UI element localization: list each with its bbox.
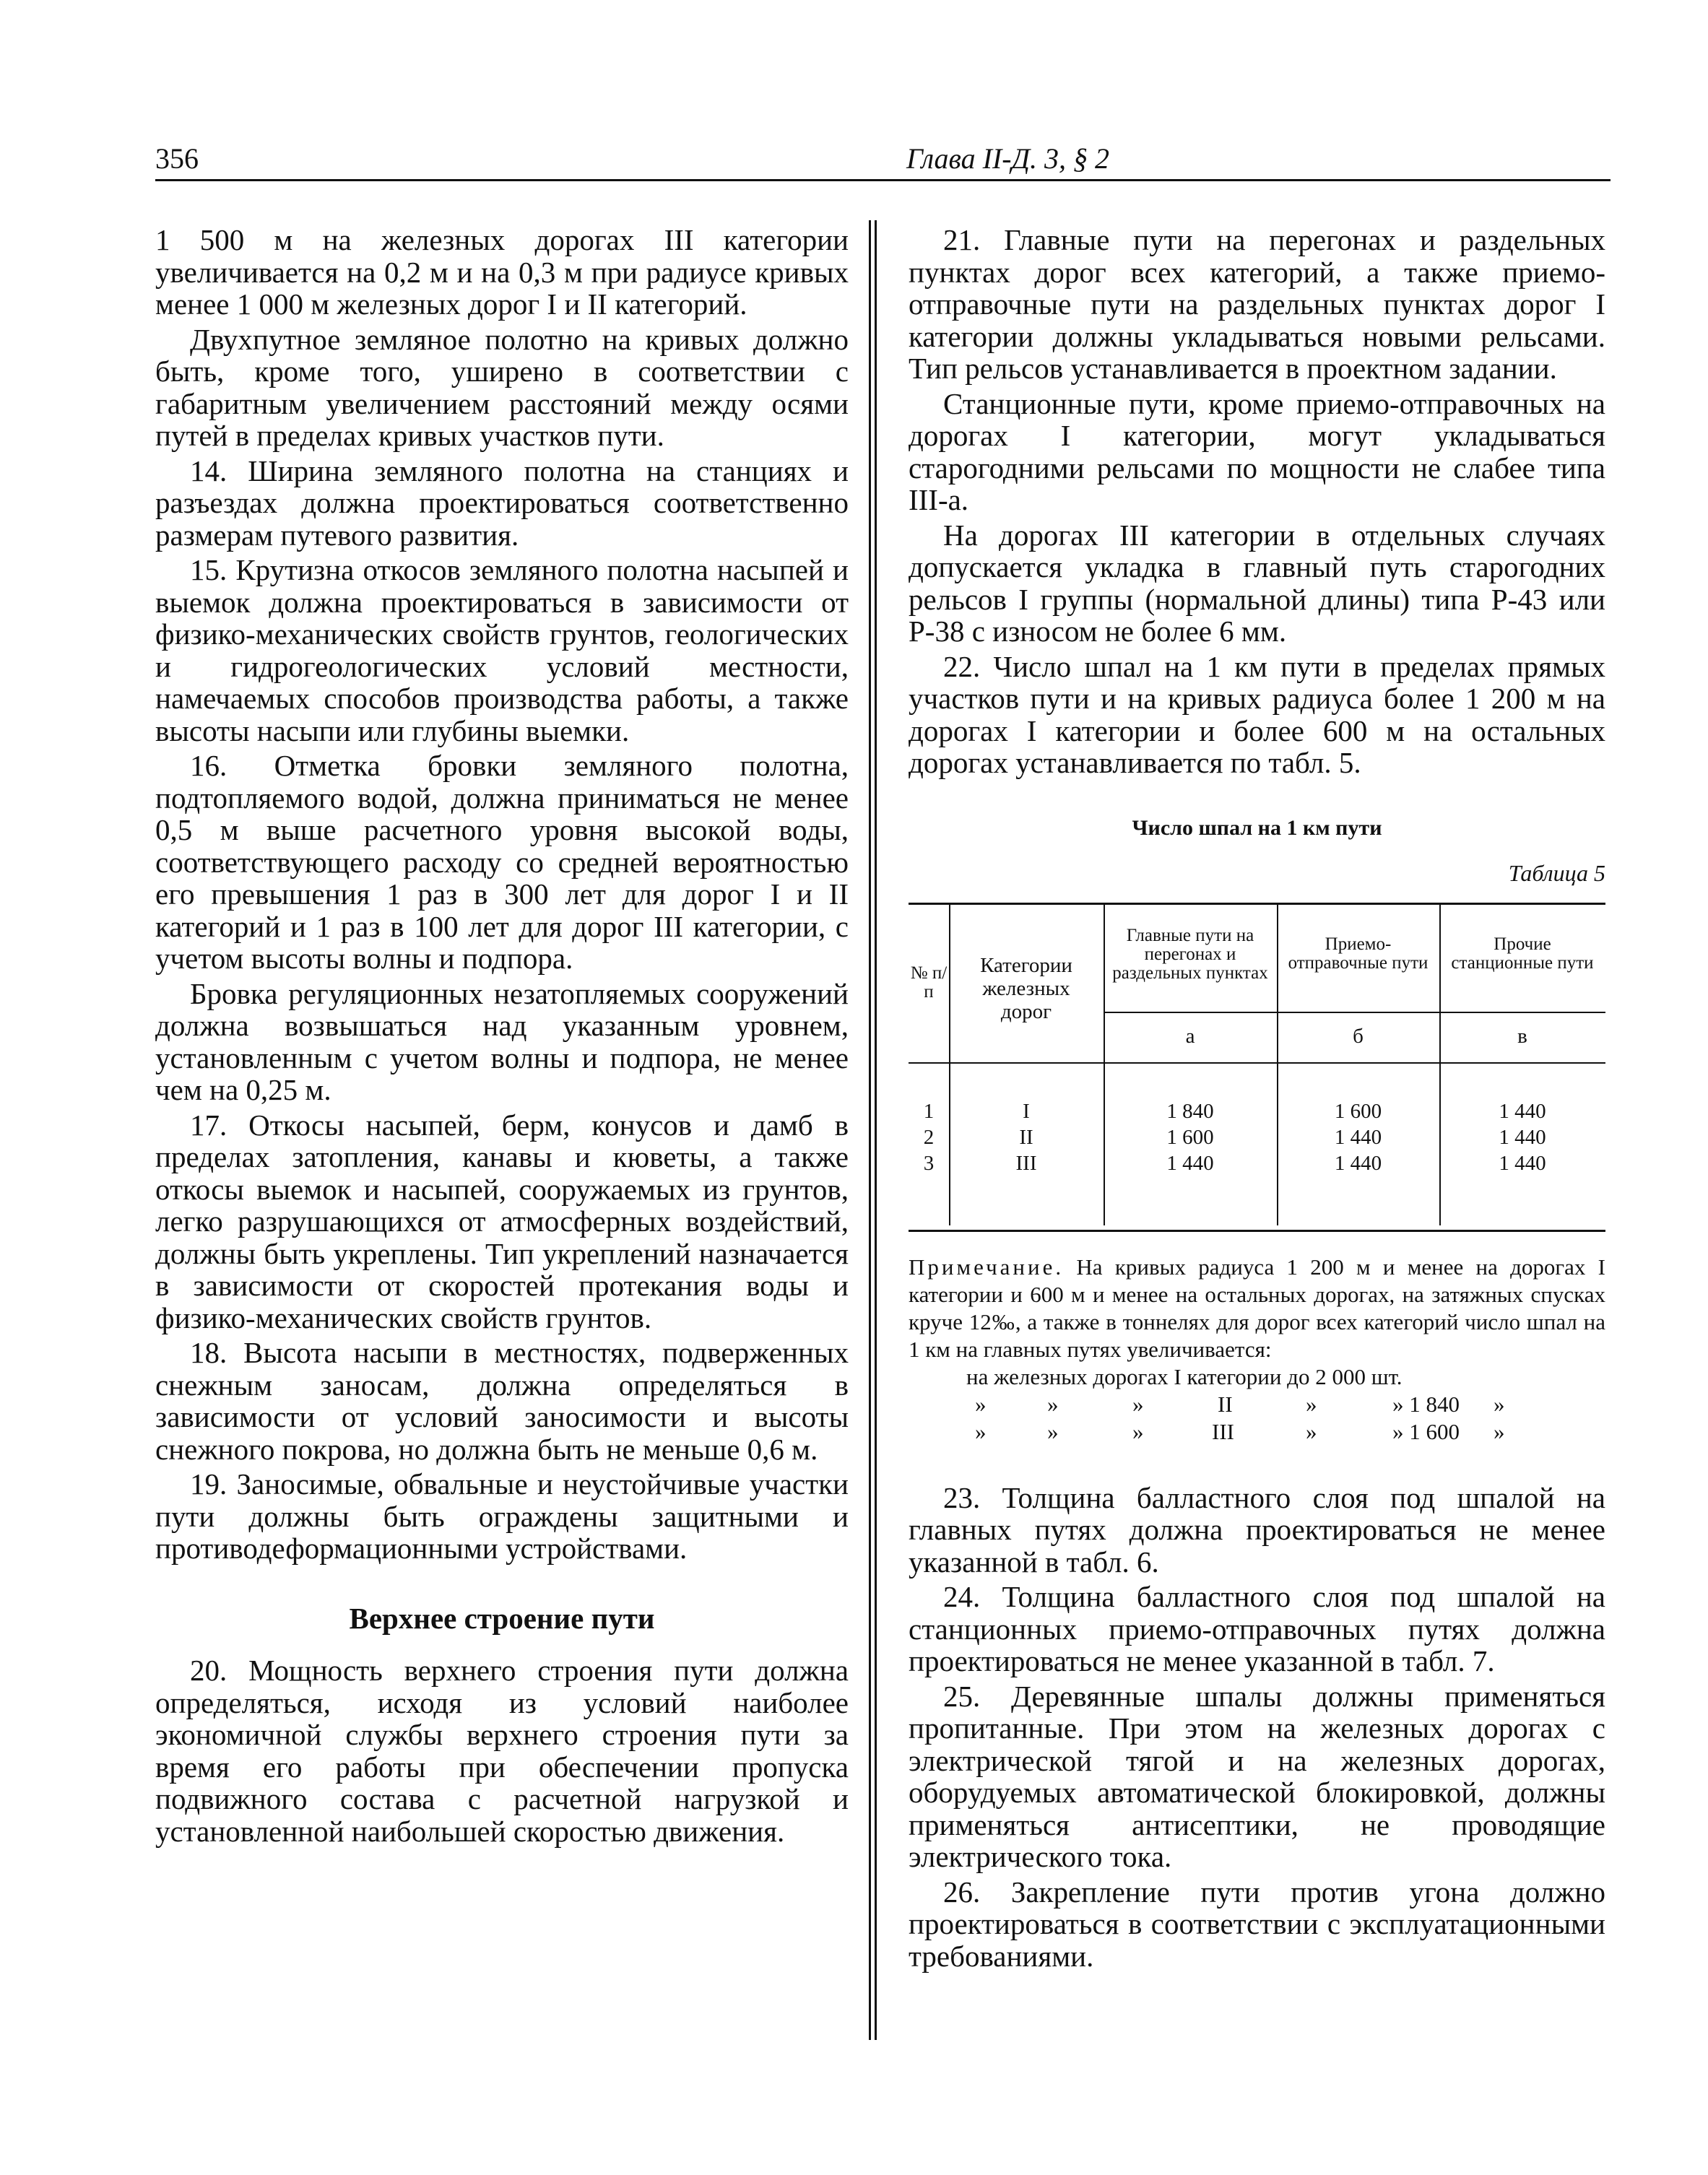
table-cell: 1 440	[1499, 1099, 1546, 1123]
table-cell: 1 440	[1499, 1125, 1546, 1149]
table-hline	[1104, 1012, 1605, 1013]
ditto-mark: »	[1306, 1418, 1317, 1444]
section-heading: Верхнее строение пути	[349, 1601, 655, 1635]
ditto-mark: »	[975, 1418, 987, 1444]
paragraph: 20. Мощность верхнего строения пути должна определяться, исходя из условий наиболее экономичной службы верхнего строения пути за время его работы при обеспечении пропуска подвижного состава с расчетной нагрузкой и установленной наибольшей скоростью движения.	[155, 1654, 849, 1848]
paragraph: 18. Высота насыпи в местностях, подверженных снежным заносам, должна определяться в зависимости от условий заносимости и высоты снежного покрова, но должна быть не меньше 0,6 м.	[155, 1336, 849, 1466]
header-number: № п/п	[910, 963, 948, 1002]
paragraph: 23. Толщина балластного слоя под шпалой на главных путях должна проектироваться не менее указанной в табл. 6.	[909, 1480, 1605, 1579]
header-receiving-tracks: Приемо-отправочные пути	[1288, 934, 1429, 973]
subheader-b: б	[1353, 1024, 1364, 1048]
header-main-tracks: Главные пути на перегонах и раздельных пунктах	[1112, 925, 1268, 983]
left-column	[155, 224, 849, 1850]
table-vline	[1104, 905, 1105, 1225]
table-hline	[909, 1062, 1605, 1064]
note-count: » 1 600	[1392, 1418, 1460, 1444]
table-cell: 1 440	[1334, 1151, 1382, 1175]
paragraph: 22. Число шпал на 1 км пути в пределах прямых участков пути и на кривых радиуса более 1 200 м на дорогах I категории и более 600 м на остальных дорогах устанавливается по табл. 5.	[909, 649, 1605, 779]
header-category: Категории железных дорог	[980, 953, 1072, 1023]
table-cell: III	[1015, 1151, 1037, 1175]
sleepers-table	[909, 903, 1605, 1232]
paragraph: Бровка регуляционных незатопляемых сооружений должна возвышаться над указанным уровнем, установленным с учетом волны и подпора, не менее чем на 0,25 м.	[155, 976, 849, 1106]
ditto-mark: »	[1047, 1418, 1059, 1444]
note-lead: Примечание.	[909, 1254, 1065, 1280]
paragraph: 14. Ширина земляного полотна на станциях и разъездах должна проектироваться соответственно размерам путевого развития.	[155, 453, 849, 552]
ditto-mark: »	[1306, 1391, 1317, 1417]
page-number: 356	[155, 142, 199, 175]
subheader-v: в	[1517, 1024, 1527, 1048]
paragraph: 15. Крутизна откосов земляного полотна насыпей и выемок должна проектироваться в зависимости от физико-механических свойств грунтов, геологических и гидрогеологических условий местности, намечаемых способов производства работы, а также высоты насыпи или глубины выемки.	[155, 553, 849, 747]
note-count: » 1 840	[1392, 1391, 1460, 1417]
table-vline	[1439, 905, 1441, 1225]
ditto-mark: »	[1132, 1391, 1144, 1417]
paragraph: 24. Толщина балластного слоя под шпалой на станционных приемо-отправочных путях должна проектироваться не менее указанной в табл. 7.	[909, 1580, 1605, 1677]
ditto-mark: »	[1494, 1418, 1505, 1444]
table-cell: 1 440	[1499, 1151, 1546, 1175]
paragraph: 26. Закрепление пути против угона должно проектироваться в соответствии с эксплуатационными требованиями.	[909, 1875, 1605, 1973]
table-cell: 1	[923, 1099, 935, 1123]
paragraph: 1 500 м на железных дорогах III категории увеличивается на 0,2 м и на 0,3 м при радиусе кривых менее 1 000 м железных дорог I и II категорий.	[155, 223, 849, 321]
table-note	[909, 1254, 1605, 1363]
paragraph: 16. Отметка бровки земляного полотна, подтопляемого водой, должна приниматься не менее 0,5 м выше расчетного уровня высокой воды, соответствующего расходу со средней вероятностью его превышения 1 раз в 300 лет для дорог I и II категорий и 1 раз в 100 лет для дорог III категории, с учетом высоты волны и подпора.	[155, 749, 849, 975]
table-label: Таблица 5	[1508, 860, 1605, 886]
ditto-mark: »	[1047, 1391, 1059, 1417]
table-cell: 1 440	[1334, 1125, 1382, 1149]
subheader-a: а	[1185, 1024, 1195, 1048]
column-divider	[875, 220, 877, 2040]
note-line-text: на железных дорогах I категории до 2 000 шт.	[966, 1363, 1403, 1389]
note-line	[909, 1418, 1605, 1446]
paragraph: 21. Главные пути на перегонах и раздельных пунктах дорог всех категорий, а также приемо-отправочные пути на раздельных пунктах дорог I категории должны укладываться новыми рельсами. Тип рельсов устанавливается в проектном задании.	[909, 223, 1605, 385]
paragraph: На дорогах III категории в отдельных случаях допускается укладка в главный путь старогодних рельсов I группы (нормальной длины) типа Р-43 или Р-38 с износом не более 6 мм.	[909, 518, 1605, 648]
paragraph: 25. Деревянные шпалы должны применяться пропитанные. При этом на железных дорогах с электрической тягой и на железных дорогах, оборудуемых автоматической блокировкой, должны применяться антисептики, не проводящие электрического тока.	[909, 1679, 1605, 1873]
column-divider	[869, 220, 871, 2040]
table-cell: II	[1019, 1125, 1033, 1149]
note-text: На кривых радиуса 1 200 м и менее на дорогах I категории и 600 м и менее на остальных дорогах, на затяжных спусках круче 12‰, а также в тоннелях для дорог всех категорий число шпал на 1 км на главных путях увеличивается:	[909, 1254, 1605, 1362]
table-cell: 3	[923, 1151, 935, 1175]
ditto-mark: »	[1132, 1418, 1144, 1444]
running-head: Глава II-Д. 3, § 2	[906, 142, 1110, 175]
paragraph: Станционные пути, кроме приемо-отправочных на дорогах I категории, могут укладываться старогодними рельсами по мощности не слабее типа III-а.	[909, 386, 1605, 516]
table-title: Число шпал на 1 км пути	[1132, 815, 1382, 840]
table-vline	[949, 905, 950, 1225]
table-cell: 1 840	[1166, 1099, 1214, 1123]
note-line	[909, 1391, 1605, 1418]
table-cell: 1 440	[1166, 1151, 1214, 1175]
paragraph: 19. Заносимые, обвальные и неустойчивые участки пути должны быть ограждены защитными и противодеформационными устройствами.	[155, 1467, 849, 1565]
table-cell: I	[1023, 1099, 1030, 1123]
table-vline	[1277, 905, 1278, 1225]
ditto-mark: »	[1494, 1391, 1505, 1417]
note-category: II	[1218, 1391, 1233, 1417]
paragraph: Двухпутное земляное полотно на кривых должно быть, кроме того, уширено в соответствии с габаритным увеличением расстояний между осями путей в пределах кривых участков пути.	[155, 322, 849, 452]
table-cell: 1 600	[1334, 1099, 1382, 1123]
ditto-mark: »	[975, 1391, 987, 1417]
paragraph: 17. Откосы насыпей, берм, конусов и дамб в пределах затопления, канавы и кюветы, а также откосы выемок и насыпей, сооружаемых из грунтов, легко разрушающихся от атмосферных воздействий, должны быть укреплены. Тип укреплений назначается в зависимости от скоростей протекания воды и физико-механических свойств грунтов.	[155, 1108, 849, 1334]
header-other-tracks: Прочие станционные пути	[1451, 934, 1594, 973]
table-cell: 2	[923, 1125, 935, 1149]
note-category: III	[1212, 1418, 1234, 1444]
page-header	[155, 142, 1611, 185]
right-column	[909, 224, 1605, 1975]
note-line	[909, 1363, 1605, 1391]
table-cell: 1 600	[1166, 1125, 1214, 1149]
header-rule	[155, 179, 1611, 181]
